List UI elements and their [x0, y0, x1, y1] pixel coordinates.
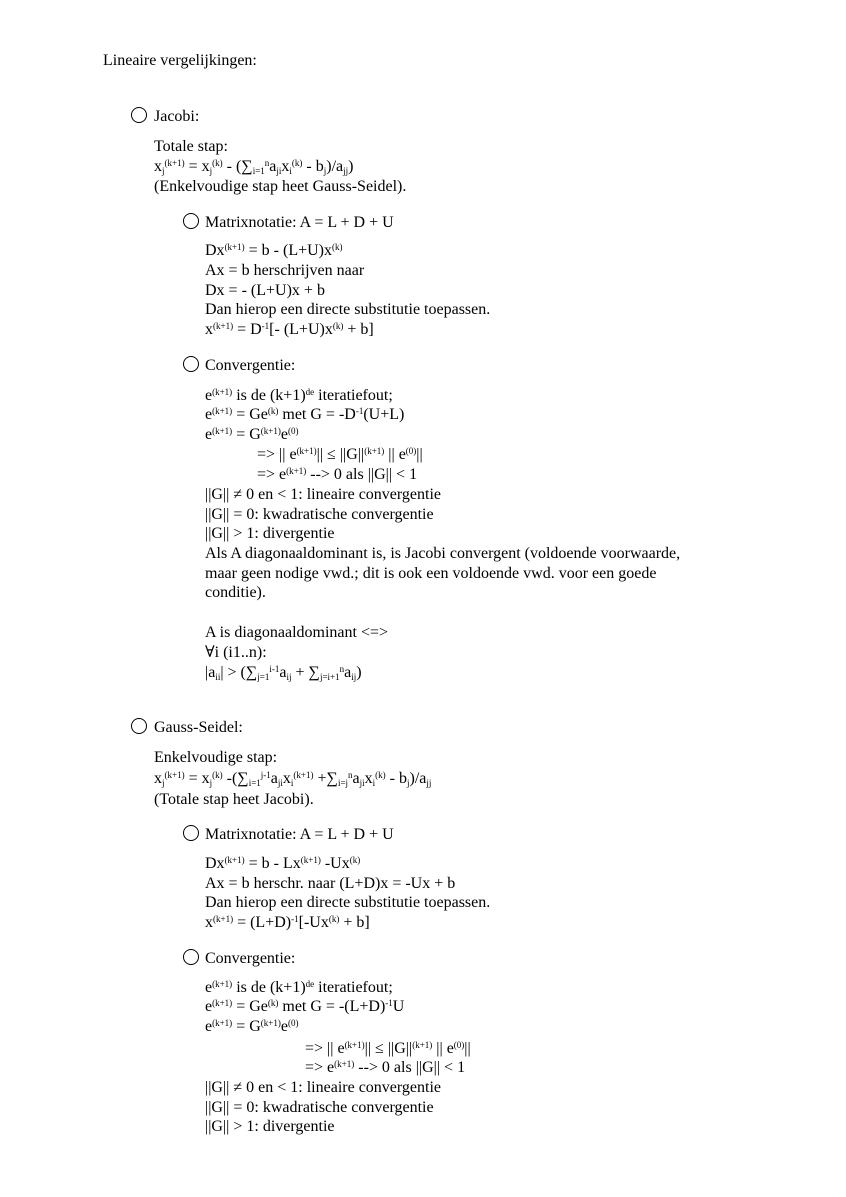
jacobi-matrix-line: Dx = - (L+U)x + b — [205, 282, 325, 299]
gauss-seidel-matrix-line: Ax = b herschr. naar (L+D)x = -Ux + b — [205, 875, 456, 892]
jacobi-conv-line: ||G|| > 1: divergentie — [205, 525, 335, 542]
jacobi-matrix-heading: Matrixnotatie: A = L + D + U — [205, 214, 394, 231]
outline-bullet-icon — [183, 949, 199, 965]
gauss-seidel-matrix-line: $x^{(k+1)} = (L+D)^{-1}[-Ux^{(k)} + b]$ — [205, 914, 370, 931]
gauss-seidel-formula: $x_j^{(k+1)} = x_j^{(k)}$ $-(\sum_{i=1}^{j-1}a_{ji}x_i^{(k+1)} +\sum_{i=j}^na_{ji}x_i^{(k)} - b_j)/a_{jj}$ — [154, 770, 432, 788]
gauss-seidel-conv-line: $e^{(k+1)} = G^{(k+1)}e^{(0)}$ — [205, 1018, 299, 1035]
jacobi-conv-line: $e^{(k+1)} = G^{(k+1)}e^{(0)}$ — [205, 426, 299, 443]
gauss-seidel-matrix-line: Dan hierop een directe substitutie toepassen. — [205, 894, 491, 911]
gauss-seidel-conv-line: $e^{(k+1)}$ is de $(k+1)^{de}$ iteratiefout; — [205, 979, 393, 996]
gauss-seidel-matrix-line: $Dx^{(k+1)} = b - Lx^{(k+1)}$ -Ux$^{(k)}$ — [205, 855, 361, 872]
jacobi-conv-line: $e^{(k+1)}$ is de $(k+1)^{de}$ iteratiefout; — [205, 387, 393, 404]
jacobi-conv-line: conditie). — [205, 584, 266, 601]
jacobi-matrix-line: $Dx^{(k+1)} = b - (L+U)x^{(k)}$ — [205, 242, 343, 259]
gauss-seidel-conv-line: => $e^{(k+1)}$ --> 0 als ||G|| < 1 — [305, 1059, 466, 1076]
jacobi-conv-line: ||G|| ≠ 0 en < 1: lineaire convergentie — [205, 486, 442, 503]
outline-bullet-icon — [183, 356, 199, 372]
gauss-seidel-step-label: Enkelvoudige stap: — [154, 749, 278, 766]
gauss-seidel-conv-line: => || $e^{(k+1)}|| \le ||G||^{(k+1)}$ || $e^{(0)}||$ — [305, 1040, 471, 1057]
outline-bullet-icon — [131, 107, 147, 123]
jacobi-conv-line: $|a_{ii}| > (\sum_{j=1}^{i-1}a_{ij} + \sum_{j=i+1}^na_{ij})$ — [205, 664, 362, 682]
gauss-seidel-heading: Gauss-Seidel: — [154, 719, 243, 736]
gauss-seidel-note: (Totale stap heet Jacobi). — [154, 791, 314, 808]
page-title: Lineaire vergelijkingen: — [103, 52, 257, 69]
jacobi-matrix-line: Ax = b herschrijven naar — [205, 262, 365, 279]
jacobi-conv-line: => $e^{(k+1)}$ --> 0 als ||G|| < 1 — [257, 466, 418, 483]
outline-bullet-icon — [183, 213, 199, 229]
jacobi-step-label: Totale stap: — [154, 138, 228, 155]
jacobi-matrix-line: $x^{(k+1)} = D^{-1}[-$ $(L+U)x^{(k)} + b$] — [205, 321, 374, 338]
jacobi-matrix-line: Dan hierop een directe substitutie toepassen. — [205, 301, 491, 318]
jacobi-conv-line: $e^{(k+1)} = Ge^{(k)}$ met $G = -D^{-1}(U+L)$ — [205, 406, 405, 423]
jacobi-convergence-heading: Convergentie: — [205, 357, 296, 374]
jacobi-formula: $x_j^{(k+1)} = x_j^{(k)} - (\sum_{i=1}^na_{ji}x_i^{(k)} - b_j)/a_{jj}$) — [154, 158, 354, 176]
gauss-seidel-convergence-heading: Convergentie: — [205, 950, 296, 967]
gauss-seidel-conv-line: ||G|| > 1: divergentie — [205, 1118, 335, 1135]
jacobi-heading: Jacobi: — [154, 108, 200, 125]
jacobi-conv-line: ∀i (i1..n): — [205, 644, 267, 661]
gauss-seidel-matrix-heading: Matrixnotatie: A = L + D + U — [205, 826, 394, 843]
gauss-seidel-conv-line: ||G|| ≠ 0 en < 1: lineaire convergentie — [205, 1079, 442, 1096]
jacobi-conv-line: A is diagonaaldominant <=> — [205, 624, 389, 641]
jacobi-conv-line: => || $e^{(k+1)}|| \le ||G||^{(k+1)}$ || $e^{(0)}||$ — [257, 446, 423, 463]
jacobi-conv-line: Als A diagonaaldominant is, is Jacobi convergent (voldoende voorwaarde, — [205, 545, 681, 562]
outline-bullet-icon — [183, 825, 199, 841]
jacobi-note: (Enkelvoudige stap heet Gauss-Seidel). — [154, 178, 407, 195]
jacobi-conv-line: maar geen nodige vwd.; dit is ook een voldoende vwd. voor een goede — [205, 565, 657, 582]
jacobi-conv-line: ||G|| = 0: kwadratische convergentie — [205, 506, 434, 523]
outline-bullet-icon — [131, 718, 147, 734]
gauss-seidel-conv-line: ||G|| = 0: kwadratische convergentie — [205, 1099, 434, 1116]
gauss-seidel-conv-line: $e^{(k+1)} = Ge^{(k)}$ met $G = -(L+D)^{-1}U$ — [205, 998, 405, 1015]
